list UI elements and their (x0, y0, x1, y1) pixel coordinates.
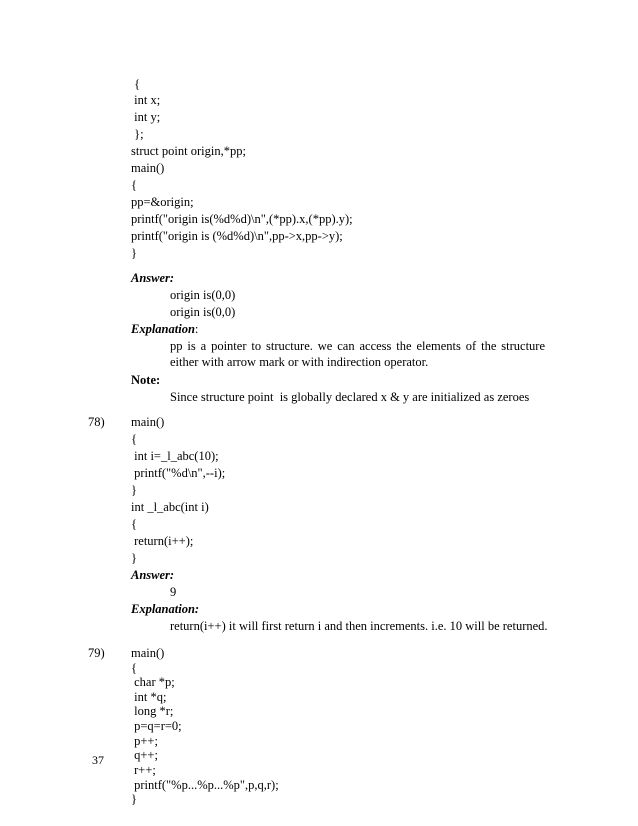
code-line: { (131, 661, 137, 675)
explanation-text: return(i++) it will first return i and then increments. i.e. 10 will be returned. (170, 619, 548, 633)
code-line: long *r; (131, 704, 174, 718)
code-line: struct point origin,*pp; (131, 144, 246, 158)
note-label: Note: (131, 373, 161, 387)
code-line: p=q=r=0; (131, 719, 182, 733)
code-line: } (131, 246, 137, 260)
question-number: 78) (88, 415, 105, 429)
explanation-label: Explanation (131, 322, 195, 336)
code-line: q++; (131, 748, 158, 762)
code-line: main() (131, 646, 165, 660)
code-line: int x; (131, 93, 161, 107)
page-number: 37 (92, 753, 104, 767)
code-line: return(i++); (131, 534, 194, 548)
explanation-label: Explanation: (131, 602, 200, 616)
code-line: { (131, 432, 137, 446)
code-line: int i=_l_abc(10); (131, 449, 219, 463)
code-line: p++; (131, 734, 158, 748)
code-line: main() (131, 415, 165, 429)
answer-label: Answer: (131, 271, 175, 285)
explanation-heading (131, 321, 198, 337)
code-line: } (131, 551, 137, 565)
code-line: int *q; (131, 690, 167, 704)
code-line: int y; (131, 110, 161, 124)
code-line: } (131, 483, 137, 497)
answer-line: origin is(0,0) (170, 305, 236, 319)
code-line: } (131, 792, 137, 806)
code-line: { (131, 517, 137, 531)
code-line: char *p; (131, 675, 175, 689)
code-line: printf("%p...%p...%p",p,q,r); (131, 778, 279, 792)
code-line: { (131, 77, 141, 91)
answer-line: origin is(0,0) (170, 288, 236, 302)
answer-label: Answer: (131, 568, 175, 582)
code-line: printf("origin is(%d%d)\n",(*pp).x,(*pp).y); (131, 212, 353, 226)
code-line: }; (131, 127, 144, 141)
code-line: printf("origin is (%d%d)\n",pp->x,pp->y); (131, 229, 343, 243)
code-line: main() (131, 161, 165, 175)
answer-value: 9 (170, 585, 177, 599)
code-line: printf("%d\n",--i); (131, 466, 226, 480)
code-line: int _l_abc(int i) (131, 500, 209, 514)
code-line: { (131, 178, 137, 192)
code-line: r++; (131, 763, 156, 777)
explanation-text: pp is a pointer to structure. we can access the elements of the structure either with arrow mark or with indirection operator. (170, 339, 545, 369)
note-text: Since structure point is globally declared x & y are initialized as zeroes (170, 390, 530, 404)
explanation-colon: : (194, 322, 199, 336)
code-line: pp=&origin; (131, 195, 194, 209)
question-number: 79) (88, 646, 105, 660)
